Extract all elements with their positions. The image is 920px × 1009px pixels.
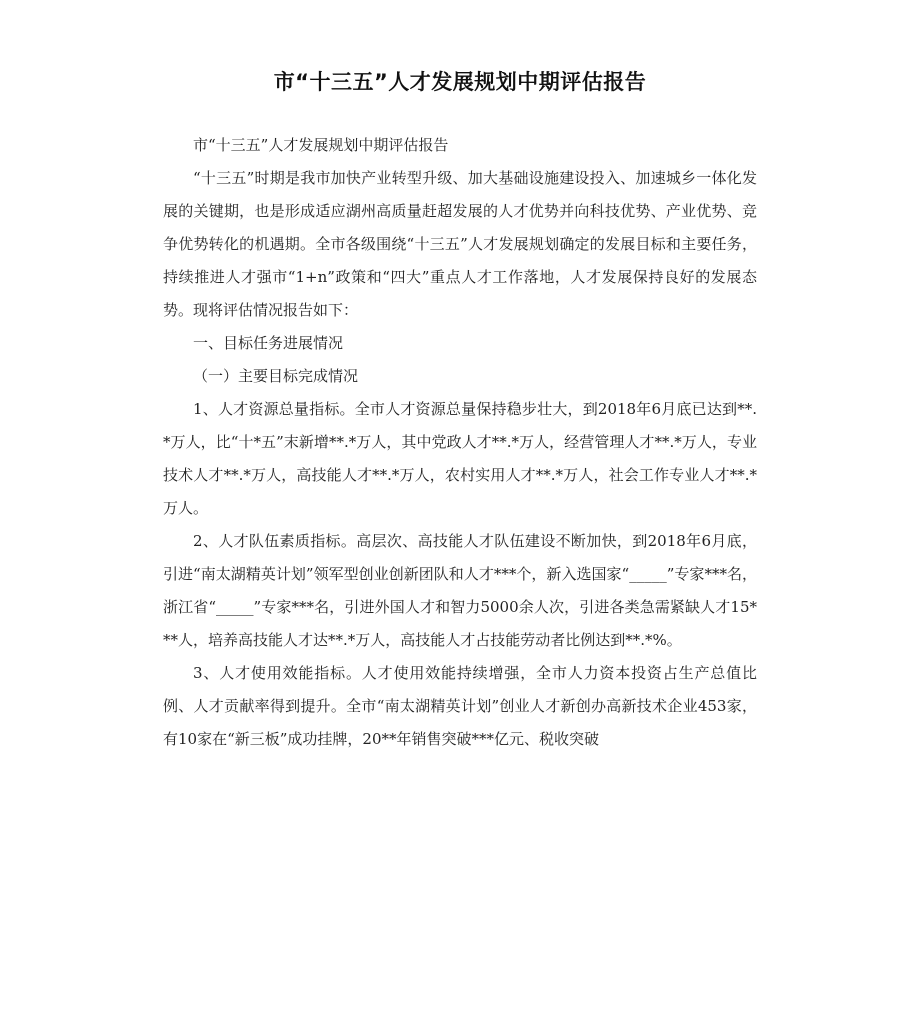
section-heading: 一、目标任务进展情况 xyxy=(193,334,344,352)
subtitle-paragraph: 市“十三五”人才发展规划中期评估报告 xyxy=(193,136,449,154)
body-paragraph: 1、人才资源总量指标。全市人才资源总量保持稳步壮大，到2018年6月底已达到**.*万人，比“十*五”末新增**.*万人，其中党政人才**.*万人，经营管理人才**.*万人，专业技术人才**.*万人，高技能人才**.*万人，农村实用人才**.*万人，社会工作专业人才**.*万人。 xyxy=(163,400,757,517)
intro-paragraph: “十三五”时期是我市加快产业转型升级、加大基础设施建设投入、加速城乡一体化发展的关键期，也是形成适应湖州高质量赶超发展的人才优势并向科技优势、产业优势、竞争优势转化的机遇期。全市各级围绕“十三五”人才发展规划确定的发展目标和主要任务，持续推进人才强市“1+n”政策和“四大”重点人才工作落地，人才发展保持良好的发展态势。现将评估情况报告如下： xyxy=(163,169,757,319)
body-paragraph: 2、人才队伍素质指标。高层次、高技能人才队伍建设不断加快，到2018年6月底，引进“南太湖精英计划”领军型创业创新团队和人才***个，新入选国家“_____”专家***名，浙江省“_____”专家***名，引进外国人才和智力5000余人次，引进各类急需紧缺人才15***人，培养高技能人才达**.*万人，高技能人才占技能劳动者比例达到**.*%。 xyxy=(163,532,757,649)
body-paragraph: 3、人才使用效能指标。人才使用效能持续增强，全市人力资本投资占生产总值比例、人才贡献率得到提升。全市“南太湖精英计划”创业人才新创办高新技术企业453家，有10家在“新三板”成功挂牌，20**年销售突破***亿元、税收突破 xyxy=(163,664,757,748)
subsection-heading: （一）主要目标完成情况 xyxy=(193,367,359,385)
document-body xyxy=(163,129,757,756)
document-title: 市“十三五”人才发展规划中期评估报告 xyxy=(273,70,647,94)
